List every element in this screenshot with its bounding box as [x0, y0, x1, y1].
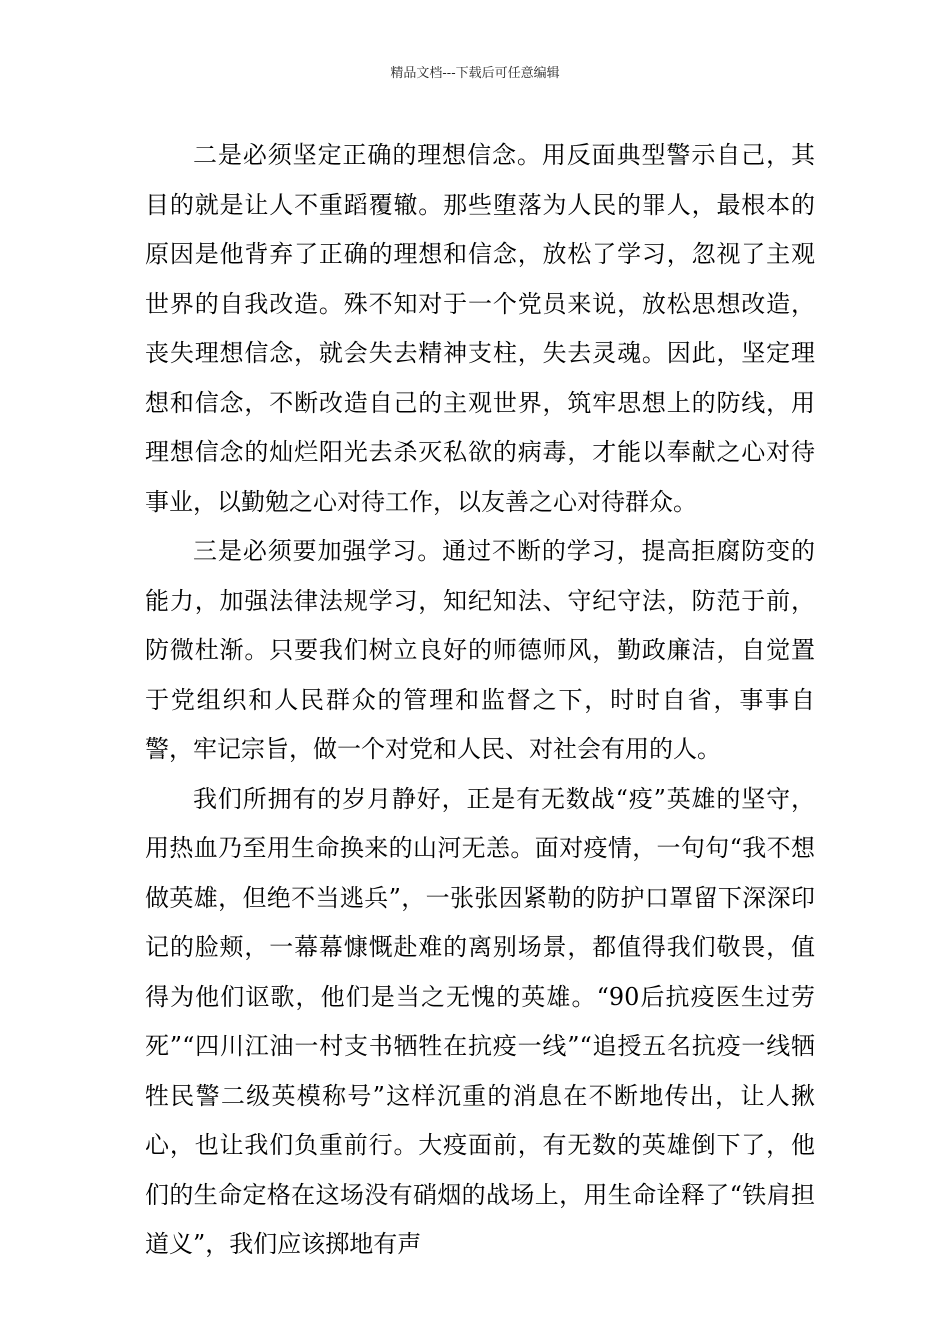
document-body — [145, 131, 815, 1270]
paragraph-heroes: 我们所拥有的岁月静好，正是有无数战“疫”英雄的坚守，用热血乃至用生命换来的山河无恙。面对疫情，一句句“我不想做英雄，但绝不当逃兵”，一张张因紧勒的防护口罩留下深深印记的脸颊，一幕幕慷慨赴难的离别场景，都值得我们敬畏，值得为他们讴歌，他们是当之无愧的英雄。“90后抗疫医生过劳死”“四川江油一村支书牺牲在抗疫一线”“追授五名抗疫一线牺牲民警二级英模称号”这样沉重的消息在不断地传出，让人揪心，也让我们负重前行。大疫面前，有无数的英雄倒下了，他们的生命定格在这场没有硝烟的战场上，用生命诠释了“铁肩担道义”，我们应该掷地有声 — [145, 784, 815, 1258]
paragraph-ideals: 二是必须坚定正确的理想信念。用反面典型警示自己，其目的就是让人不重蹈覆辙。那些堕落为人民的罪人，最根本的原因是他背弃了正确的理想和信念，放松了学习，忽视了主观世界的自我改造。殊不知对于一个党员来说，放松思想改造，丧失理想信念，就会失去精神支柱，失去灵魂。因此，坚定理想和信念，不断改造自己的主观世界，筑牢思想上的防线，用理想信念的灿烂阳光去杀灭私欲的病毒，才能以奉献之心对待事业，以勤勉之心对待工作，以友善之心对待群众。 — [145, 141, 815, 516]
paragraph-learning: 三是必须要加强学习。通过不断的学习，提高拒腐防变的能力，加强法律法规学习，知纪知法、守纪守法，防范于前，防微杜渐。只要我们树立良好的师德师风，勤政廉洁，自觉置于党组织和人民群众的管理和监督之下，时时自省，事事自警，牢记宗旨，做一个对党和人民、对社会有用的人。 — [145, 537, 815, 763]
page-header: 精品文档---下载后可任意编辑 — [390, 66, 560, 81]
